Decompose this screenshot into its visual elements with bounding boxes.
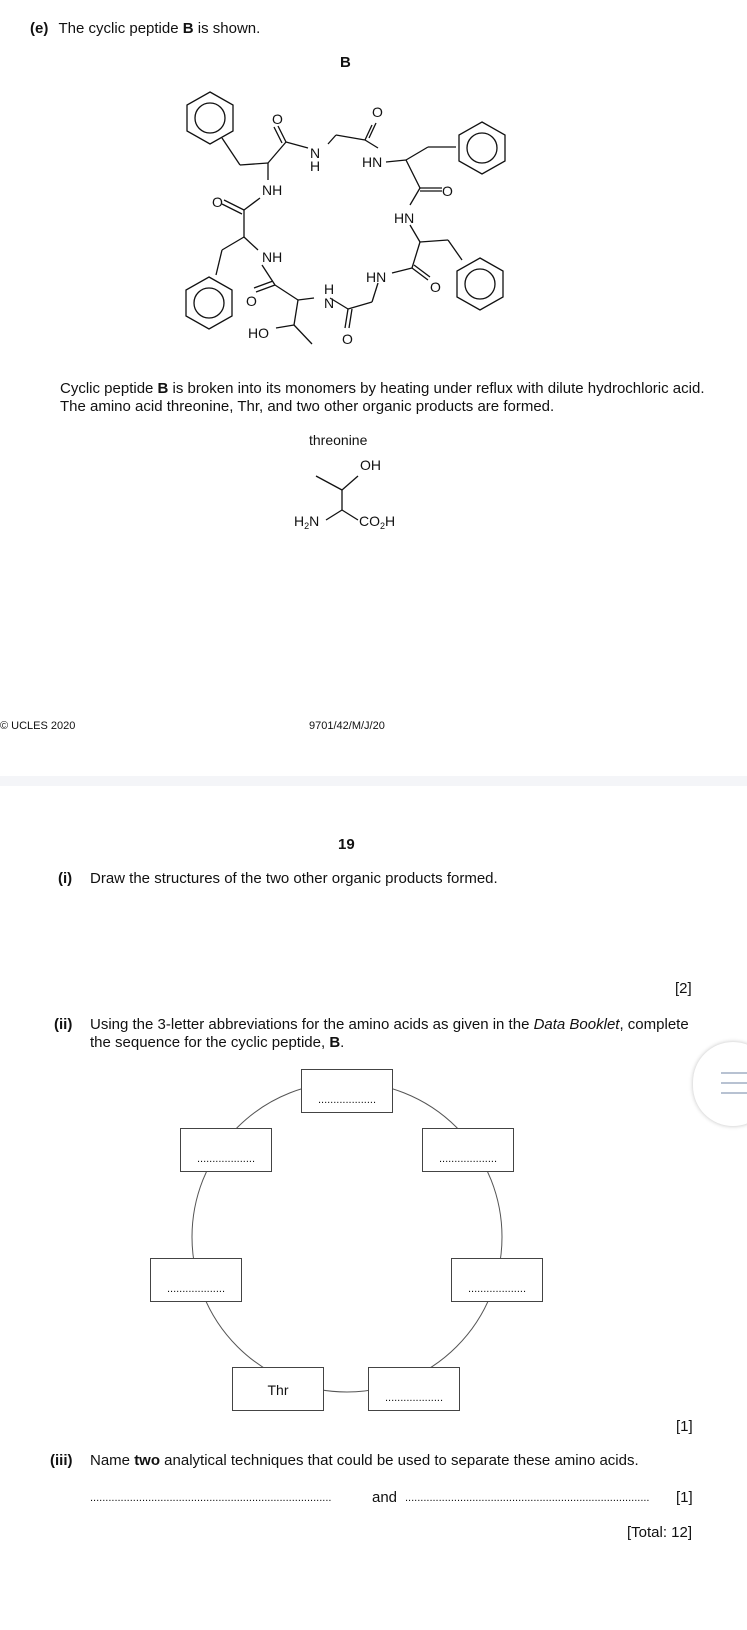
atom-h-top: H xyxy=(310,158,321,174)
atom-h-mid: H xyxy=(324,281,335,297)
sequence-box-5[interactable]: ................... xyxy=(451,1258,543,1302)
question-e xyxy=(30,20,260,37)
phenyl-ring-3 xyxy=(457,258,503,310)
structure-label: B xyxy=(340,54,351,71)
paragraph xyxy=(60,380,740,416)
cyclic-peptide-structure xyxy=(0,80,747,370)
handle-line-icon xyxy=(721,1092,747,1094)
question-iii-text: Name two analytical techniques that could be used to separate these amino acids. xyxy=(90,1452,639,1469)
atom-nh2: NH xyxy=(262,249,283,265)
marks-i: [2] xyxy=(675,980,692,997)
question-text-end: is shown. xyxy=(193,20,261,37)
sequence-box-4[interactable]: ................... xyxy=(150,1258,242,1302)
page-separator xyxy=(0,776,747,786)
answer-line-1[interactable]: ............................................................................... xyxy=(90,1492,332,1504)
part-label: (ii) xyxy=(54,1016,73,1033)
and-text: and xyxy=(372,1489,398,1506)
question-text: Draw the structures of the two other organic products formed. xyxy=(90,870,498,887)
handle-line-icon xyxy=(721,1082,747,1084)
sequence-box-thr: Thr xyxy=(232,1367,324,1411)
sequence-box-6[interactable]: ................... xyxy=(368,1367,460,1411)
threonine-label: threonine xyxy=(309,432,368,448)
sequence-box-3[interactable]: ................... xyxy=(422,1128,514,1172)
atom-o3: O xyxy=(442,183,453,199)
atom-o5: O xyxy=(430,279,441,295)
atom-o2: O xyxy=(372,104,383,120)
question-iii-label: (iii) xyxy=(50,1452,73,1469)
part-label: (i) xyxy=(58,870,73,887)
phenyl-ring-1 xyxy=(187,92,233,144)
total-marks: [Total: 12] xyxy=(627,1524,693,1541)
marks-iii: [1] xyxy=(676,1489,693,1506)
question-ii-text: Using the 3-letter abbreviations for the amino acids as given in the Data Booklet, complete the sequence for the cyclic peptide, B. xyxy=(90,1016,689,1051)
atom-o1: O xyxy=(272,111,283,127)
handle-line-icon xyxy=(721,1072,747,1074)
atom-o4: O xyxy=(212,194,223,210)
atom-hn2: HN xyxy=(394,210,415,226)
structure-bonds xyxy=(186,92,505,344)
answer-line-2[interactable]: ................................................................................ xyxy=(405,1492,650,1504)
sequence-box-1[interactable]: ................... xyxy=(301,1069,393,1113)
question-text: The cyclic peptide xyxy=(58,20,183,37)
atom-n-mid: N xyxy=(324,295,335,311)
threonine-structure xyxy=(280,450,420,540)
paragraph-line-2: The amino acid threonine, Thr, and two other organic products are formed. xyxy=(60,398,555,415)
part-label: (e) xyxy=(30,20,49,37)
marks-ii: [1] xyxy=(676,1418,693,1435)
question-text-bold: B xyxy=(182,20,194,37)
atom-o6: O xyxy=(246,293,257,309)
atom-ho: HO xyxy=(248,325,269,341)
atom-hn3: HN xyxy=(366,269,387,285)
paper-code: 9701/42/M/J/20 xyxy=(309,720,385,732)
atom-n-top: N xyxy=(310,145,321,161)
question-i xyxy=(58,870,498,887)
sequence-ring xyxy=(0,1060,747,1420)
threonine-amine: $H_2N$ xyxy=(294,513,320,531)
paragraph-line-1: Cyclic peptide B is broken into its monomers by heating under reflux with dilute hydrochloric acid. xyxy=(60,380,705,397)
atom-o7: O xyxy=(342,331,353,347)
question-ii xyxy=(54,1016,72,1034)
copyright: © UCLES 2020 xyxy=(0,720,76,732)
atom-hn1: HN xyxy=(362,154,383,170)
threonine-oh: OH xyxy=(360,457,381,473)
sequence-box-2[interactable]: ................... xyxy=(180,1128,272,1172)
atom-nh1: NH xyxy=(262,182,283,198)
page-number: 19 xyxy=(338,836,355,853)
phenyl-ring-2 xyxy=(459,122,505,174)
phenyl-ring-4 xyxy=(186,277,232,329)
threonine-carboxyl: $CO_2H$ xyxy=(359,513,396,531)
